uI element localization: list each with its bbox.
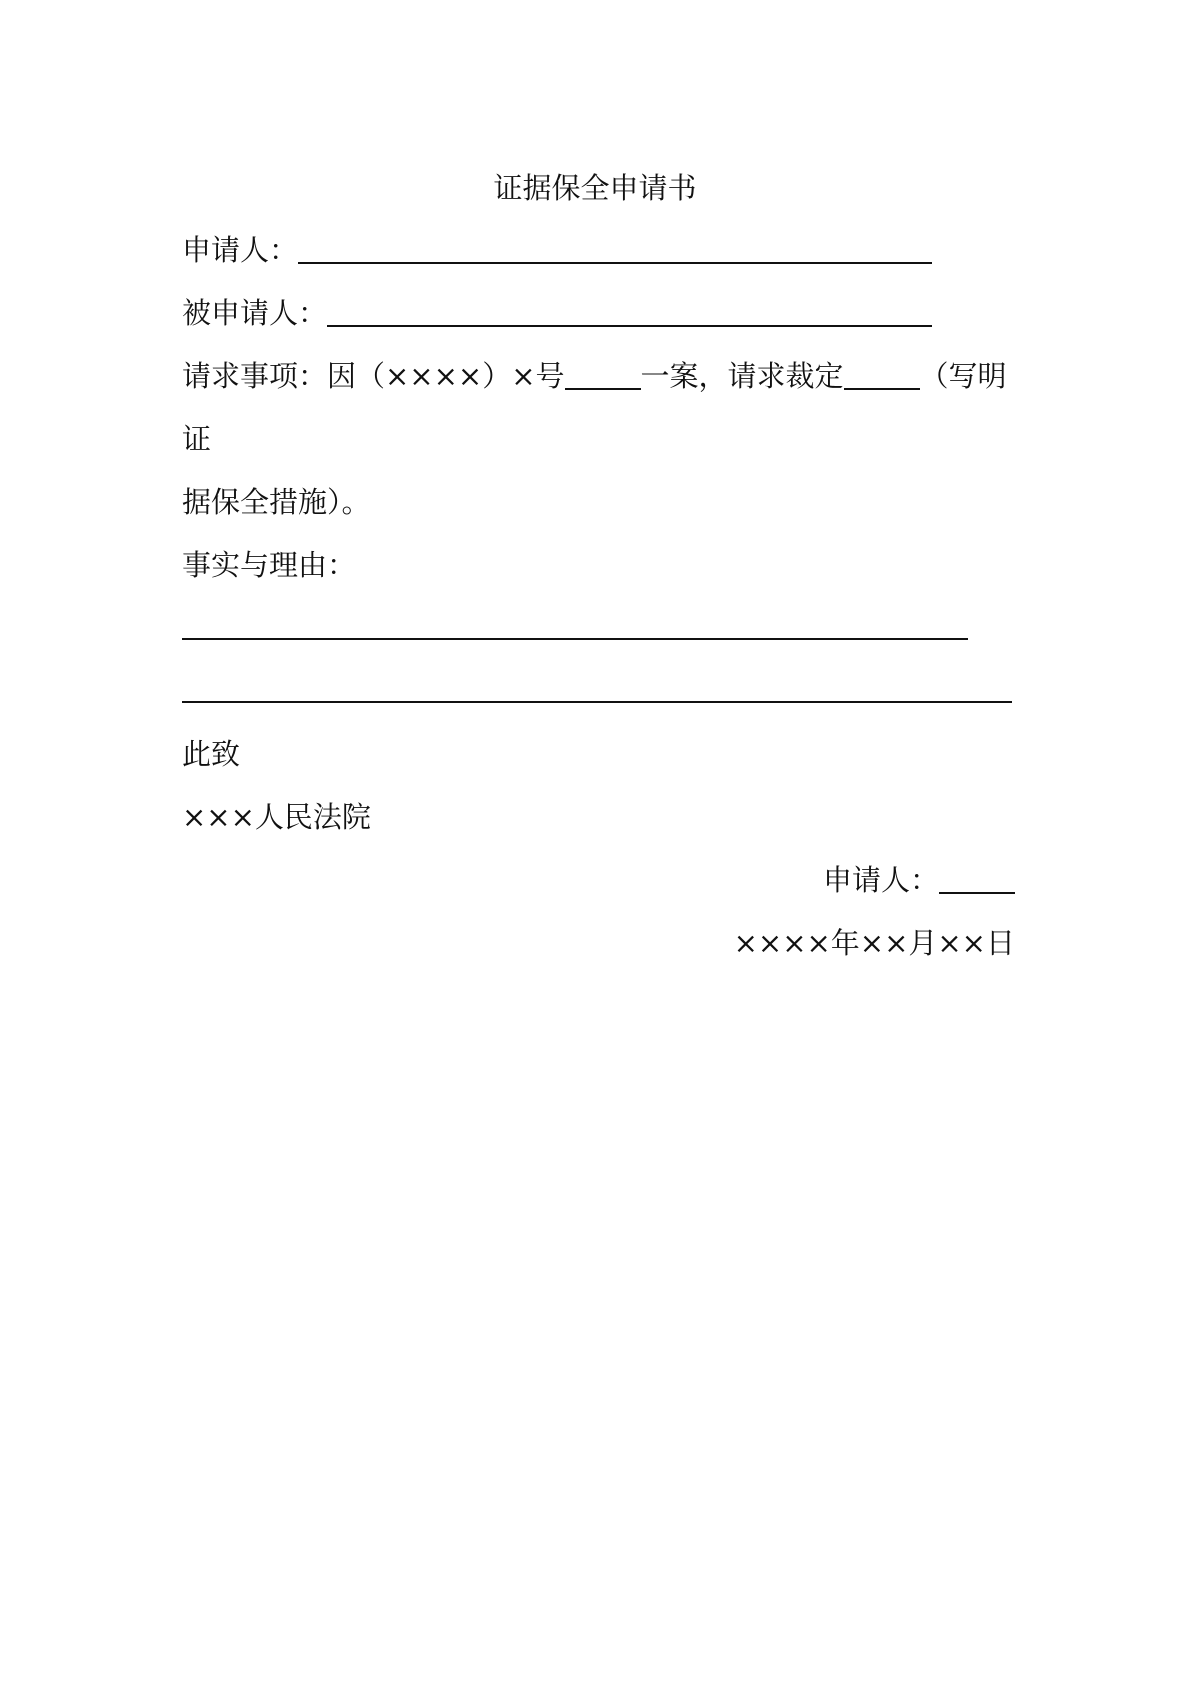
request-text-1: 请求事项：因（××××）×号 [182, 359, 565, 393]
respondent-line [182, 295, 932, 331]
closing-text: 此致 [182, 737, 241, 771]
date-text: ××××年××月××日 [733, 926, 1015, 960]
facts-rule-2[interactable] [182, 701, 1012, 703]
document-title: 证据保全申请书 [493, 171, 697, 205]
case-blank[interactable] [565, 362, 641, 390]
request-line [182, 358, 1007, 394]
court-name: ×××人民法院 [182, 800, 371, 834]
signature-label: 申请人： [822, 863, 939, 897]
request-continuation-2: 据保全措施）。 [182, 485, 371, 519]
applicant-blank[interactable] [298, 236, 932, 264]
request-text-3: （写明 [919, 359, 1007, 393]
applicant-label: 申请人： [182, 233, 299, 267]
ruling-blank[interactable] [844, 362, 920, 390]
request-continuation-1: 证 [182, 422, 212, 456]
signature-blank[interactable] [939, 866, 1015, 894]
facts-rule-1[interactable] [182, 638, 968, 640]
signature-line [823, 862, 1015, 898]
respondent-label: 被申请人： [182, 296, 328, 330]
request-text-2: 一案，请求裁定 [640, 359, 844, 393]
applicant-line [182, 232, 932, 268]
respondent-blank[interactable] [327, 299, 932, 327]
facts-label: 事实与理由： [182, 548, 357, 582]
